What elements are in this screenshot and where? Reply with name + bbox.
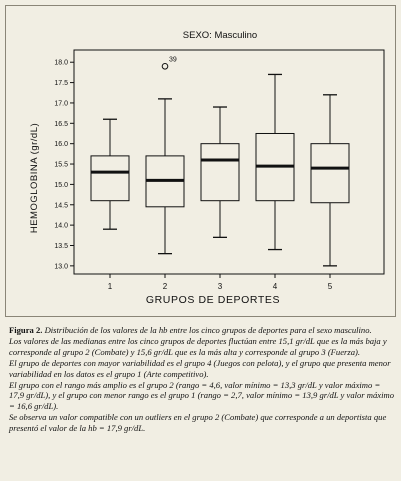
y-tick-label: 18.0: [54, 59, 68, 67]
caption-paragraph: El grupo de deportes con mayor variabilidad es el grupo 4 (Juegos con pelota), y el grupo que presenta menor variabilidad en los datos es el grupo 1 (Arte competitivo).: [9, 357, 391, 379]
caption-paragraph: Los valores de las medianas entre los cinco grupos de deportes fluctúan entre 15,1 gr/dL que es la más baja y corresponde al grupo 2 (Combate) y 15,6 gr/dL que es la más alta y corresponde al grupo 3 (Fuerza).: [9, 335, 387, 357]
caption-label: Figura 2.: [9, 325, 43, 335]
box-plot: [6, 6, 395, 316]
y-tick-label: 15.5: [54, 161, 68, 169]
y-tick-label: 14.0: [54, 222, 68, 230]
y-tick-label: 13.0: [54, 263, 68, 271]
caption-intro: [9, 325, 394, 336]
x-axis-label: GRUPOS DE DEPORTES: [145, 294, 281, 306]
box-group-3: [201, 144, 239, 201]
caption-paragraph: Se observa un valor compatible con un outliers en el grupo 2 (Combate) que corresponde a un deportista que presentó el valor de la hb = 17,9 gr/dL.: [9, 412, 387, 434]
caption-intro-text: Distribución de los valores de la hb entre los cinco grupos de deportes para el sexo masculino.: [44, 325, 372, 335]
x-tick-label: 5: [327, 282, 333, 291]
chart-figure: [5, 5, 396, 317]
y-tick-label: 17.0: [54, 100, 68, 108]
x-tick-label: 1: [107, 282, 113, 291]
y-tick-label: 16.5: [54, 120, 68, 128]
figure-caption: [9, 325, 394, 434]
caption-paragraph: El grupo con el rango más amplio es el grupo 2 (rango = 4,6, valor mínimo = 13,3 gr/dL y valor máximo = 17,9 gr/dL), y el grupo con menor rango es el grupo 1 (rango = 2,7, valor mínimo = 13,9 gr/dL y valor máximo = 16,6 gr/dL).: [9, 379, 395, 412]
y-tick-label: 15.0: [54, 181, 68, 189]
x-tick-label: 3: [217, 282, 223, 291]
outlier-label: 39: [169, 56, 177, 64]
x-tick-label: 4: [272, 282, 278, 291]
box-group-1: [91, 156, 129, 201]
box-group-5: [311, 144, 349, 203]
y-tick-label: 13.5: [54, 242, 68, 250]
chart-title: SEXO: Masculino: [182, 30, 258, 41]
y-tick-label: 16.0: [54, 141, 68, 149]
y-tick-label: 14.5: [54, 202, 68, 210]
y-axis-label: HEMOGLOBINA (gr/dL): [29, 122, 40, 234]
y-tick-label: 17.5: [54, 80, 68, 88]
x-tick-label: 2: [162, 282, 168, 291]
